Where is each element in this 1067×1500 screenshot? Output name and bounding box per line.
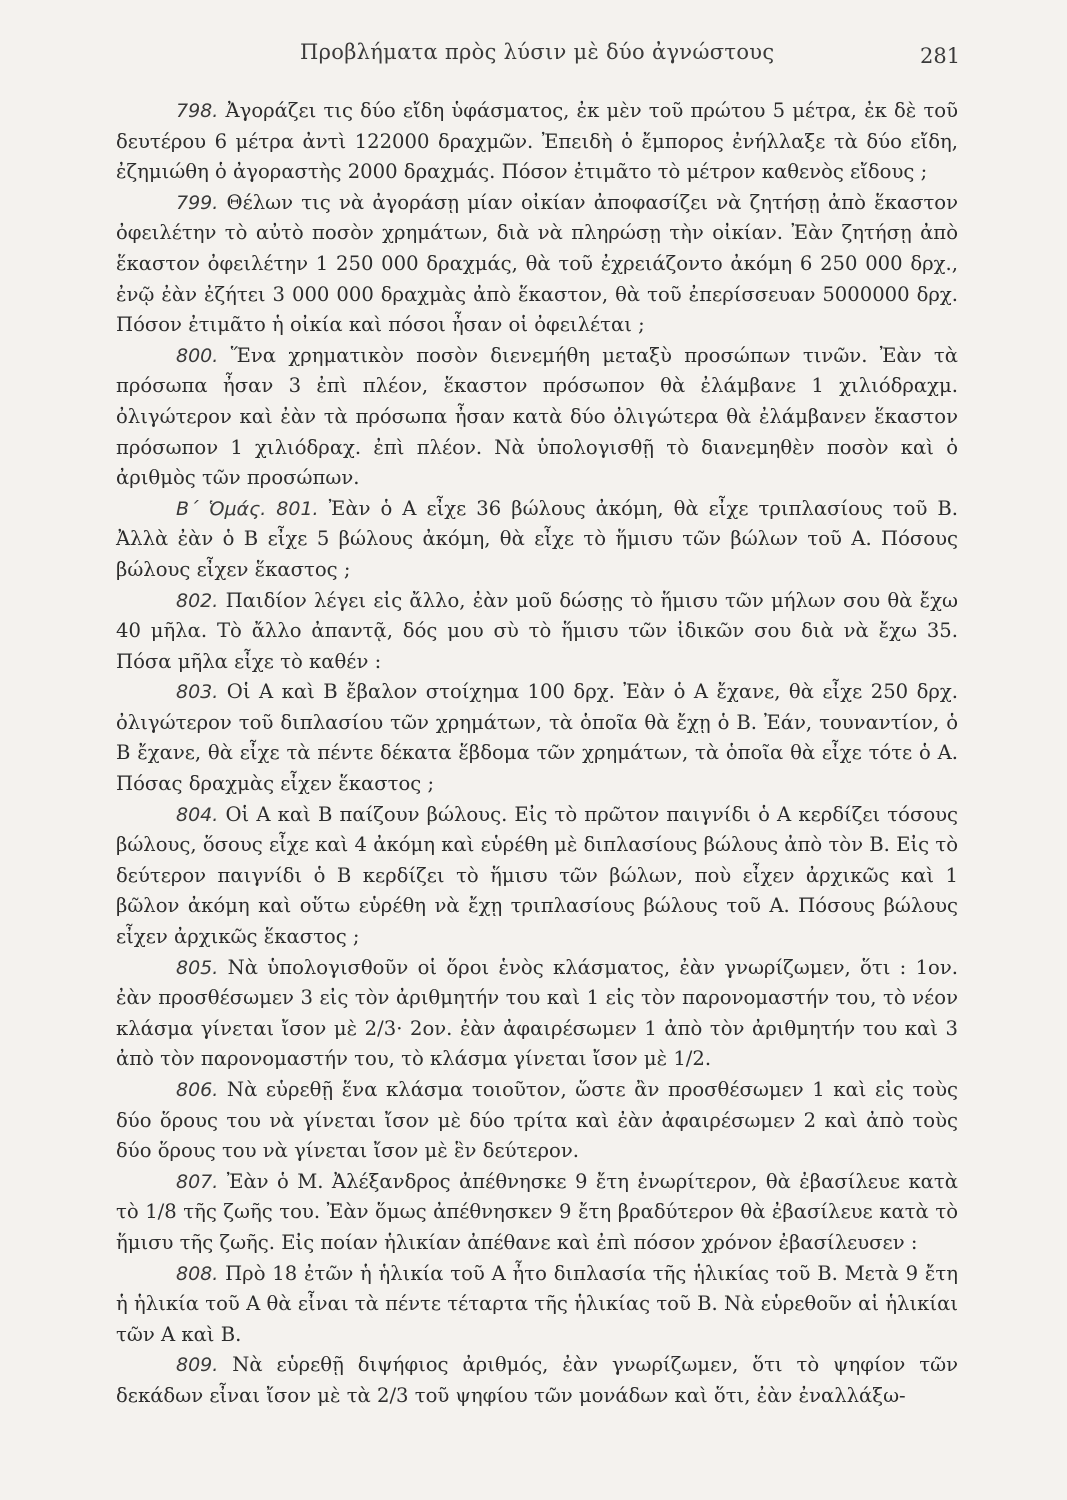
problem-text: Ἕνα χρηματικὸν ποσὸν διενεμήθη μεταξὺ προσώπων τινῶν. Ἐὰν τὰ πρόσωπα ἦσαν 3 ἐπὶ πλέον, ἕκαστον πρόσωπον θὰ ἐλάμβανε 1 χιλιόδραχμ. ὀλιγώτερον καὶ ἐὰν τὰ πρόσωπα ἦσαν κατὰ δύο ὀλιγώτερα θὰ ἐλάμβανεν ἕκαστον πρόσωπον 1 χιλιόδραχ. ἐπὶ πλέον. Νὰ ὑπολογισθῇ τὸ διανεμηθὲν ποσὸν καὶ ὁ ἀριθμὸς τῶν προσώπων.	[116, 343, 958, 490]
problem-800	[116, 341, 958, 494]
problem-number: 809.	[176, 1354, 219, 1377]
problem-805	[116, 953, 958, 1075]
problem-number: 800.	[176, 344, 219, 367]
problem-text: Θέλων τις νὰ ἀγοράσῃ μίαν οἰκίαν ἀποφασίζει νὰ ζητήσῃ ἀπὸ ἕκαστον ὀφειλέτην τὸ αὐτὸ ποσὸν χρημάτων, διὰ νὰ πληρώσῃ τὴν οἰκίαν. Ἐὰν ζητήσῃ ἀπὸ ἕκαστον ὀφειλέτην 1 250 000 δραχμάς, θὰ τοῦ ἐχρειάζοντο ἀκόμη 6 250 000 δρχ., ἐνῷ ἐὰν ἐζήτει 3 000 000 δραχμὰς ἀπὸ ἕκαστον, θὰ τοῦ ἐπερίσσευαν 5000000 δρχ. Πόσον ἐτιμᾶτο ἡ οἰκία καὶ πόσοι ἦσαν οἱ ὀφειλέται ;	[116, 190, 958, 337]
problem-802	[116, 586, 958, 678]
problem-text: Οἱ Α καὶ Β ἔβαλον στοίχημα 100 δρχ. Ἐὰν ὁ Α ἔχανε, θὰ εἶχε 250 δρχ. ὀλιγώτερον τοῦ διπλασίου τῶν χρημάτων, τὰ ὁποῖα θὰ ἔχῃ ὁ Β. Ἐάν, τουναντίον, ὁ Β ἔχανε, θὰ εἶχε τὰ πέντε δέκατα ἕβδομα τῶν χρημάτων, τὰ ὁποῖα θὰ εἶχε τότε ὁ Α. Πόσας δραχμὰς εἶχεν ἕκαστος ;	[116, 680, 959, 796]
problem-text: Νὰ εὑρεθῇ ἕνα κλάσμα τοιοῦτον, ὥστε ἂν προσθέσωμεν 1 καὶ εἰς τοὺς δύο ὅρους του νὰ γίνεται ἴσον μὲ δύο τρίτα καὶ ἐὰν ἀφαιρέσωμεν 2 καὶ ἀπὸ τοὺς δύο ὅρους του νὰ γίνεται ἴσον μὲ ἓν δεύτερον.	[116, 1078, 958, 1163]
problem-801	[116, 494, 958, 586]
problem-text: Νὰ ὑπολογισθοῦν οἱ ὅροι ἑνὸς κλάσματος, ἐὰν γνωρίζωμεν, ὅτι : 1ον. ἐὰν προσθέσωμεν 3 εἰς τὸν ἀριθμητήν του καὶ 1 εἰς τὸν παρονομαστήν του, τὸ νέον κλάσμα γίνεται ἴσον μὲ 2/3· 2ον. ἐὰν ἀφαιρέσωμεν 1 ἀπὸ τὸν ἀριθμητήν του καὶ 3 ἀπὸ τὸν παρονομαστήν του, τὸ κλάσμα γίνεται ἴσον μὲ 1/2.	[116, 955, 958, 1071]
problem-text: Νὰ εὑρεθῇ διψήφιος ἀριθμός, ἐὰν γνωρίζωμεν, ὅτι τὸ ψηφίον τῶν δεκάδων εἶναι ἴσον μὲ τὰ 2/3 τοῦ ψηφίου τῶν μονάδων καὶ ὅτι, ἐὰν ἐναλλάξω-	[116, 1353, 958, 1407]
problem-809	[116, 1350, 958, 1411]
problem-number: 799.	[176, 191, 219, 214]
running-title: Προβλήματα πρὸς λύσιν μὲ δύο ἀγνώστους	[300, 40, 775, 64]
group-heading: Β΄ Ὁμάς.	[176, 497, 267, 520]
problem-number: 808.	[176, 1262, 219, 1285]
problem-list	[116, 96, 958, 1412]
problem-803	[116, 677, 958, 799]
problem-text: Ἀγοράζει τις δύο εἴδη ὑφάσματος, ἐκ μὲν τοῦ πρώτου 5 μέτρα, ἐκ δὲ τοῦ δευτέρου 6 μέτρα ἀντὶ 122000 δραχμῶν. Ἐπειδὴ ὁ ἔμπορος ἐνήλλαξε τὰ δύο εἴδη, ἐζημιώθη ὁ ἀγοραστὴς 2000 δραχμάς. Πόσον ἐτιμᾶτο τὸ μέτρον καθενὸς εἴδους ;	[116, 99, 958, 184]
problem-text: Ἐὰν ὁ Μ. Ἀλέξανδρος ἀπέθνησκε 9 ἔτη ἐνωρίτερον, θὰ ἐβασίλευε κατὰ τὸ 1/8 τῆς ζωῆς του. Ἐὰν ὅμως ἀπέθνησκεν 9 ἔτη βραδύτερον θὰ ἐβασίλευε κατὰ τὸ ἥμισυ τῆς ζωῆς. Εἰς ποίαν ἡλικίαν ἀπέθανε καὶ ἐπὶ πόσον χρόνον ἐβασίλευσεν :	[116, 1169, 958, 1254]
problem-number: 805.	[176, 956, 219, 979]
problem-799	[116, 188, 958, 341]
running-head	[0, 40, 1067, 76]
problem-text: Οἱ Α καὶ Β παίζουν βώλους. Εἰς τὸ πρῶτον παιγνίδι ὁ Α κερδίζει τόσους βώλους, ὅσους εἶχε καὶ 4 ἀκόμη καὶ εὑρέθη μὲ διπλασίους βώλους ἀπὸ τὸν Β. Εἰς τὸ δεύτερον παιγνίδι ὁ Β κερδίζει τὸ ἥμισυ τῶν βώλων, ποὺ εἶχεν ἀρχικῶς καὶ 1 βῶλον ἀκόμη καὶ οὕτω εὑρέθη νὰ ἔχῃ τριπλασίους βώλους τοῦ Α. Πόσους βώλους εἶχεν ἀρχικῶς ἕκαστος ;	[116, 802, 959, 949]
problem-number: 804.	[176, 803, 219, 826]
problem-text: Πρὸ 18 ἐτῶν ἡ ἡλικία τοῦ Α ἦτο διπλασία τῆς ἡλικίας τοῦ Β. Μετὰ 9 ἔτη ἡ ἡλικία τοῦ Α θὰ εἶναι τὰ πέντε τέταρτα τῆς ἡλικίας τοῦ Β. Νὰ εὑρεθοῦν αἱ ἡλικίαι τῶν Α καὶ Β.	[116, 1261, 958, 1346]
problem-798	[116, 96, 958, 188]
problem-804	[116, 800, 958, 953]
problem-number: 802.	[176, 589, 219, 612]
problem-number: 807.	[176, 1170, 219, 1193]
problem-number: 803.	[176, 681, 219, 704]
problem-number: 798.	[176, 100, 219, 122]
problem-808	[116, 1259, 958, 1351]
problem-text: Παιδίον λέγει εἰς ἄλλο, ἐὰν μοῦ δώσῃς τὸ ἥμισυ τῶν μήλων σου θὰ ἔχω 40 μῆλα. Τὸ ἄλλο ἀπαντᾷ, δός μου σὺ τὸ ἥμισυ τῶν ἰδικῶν σου διὰ νὰ ἔχω 35. Πόσα μῆλα εἶχε τὸ καθέν :	[116, 588, 958, 673]
problem-number: 806.	[176, 1079, 219, 1101]
problem-806	[116, 1075, 958, 1167]
page-number: 281	[920, 44, 961, 68]
problem-number: 801.	[276, 497, 319, 520]
problem-text: Ἐὰν ὁ Α εἶχε 36 βώλους ἀκόμη, θὰ εἶχε τριπλασίους τοῦ Β. Ἀλλὰ ἐὰν ὁ Β εἶχε 5 βώλους ἀκόμη, θὰ εἶχε τὸ ἥμισυ τῶν βώλων τοῦ Α. Πόσους βώλους εἶχεν ἕκαστος ;	[116, 496, 959, 581]
problem-807	[116, 1167, 958, 1259]
